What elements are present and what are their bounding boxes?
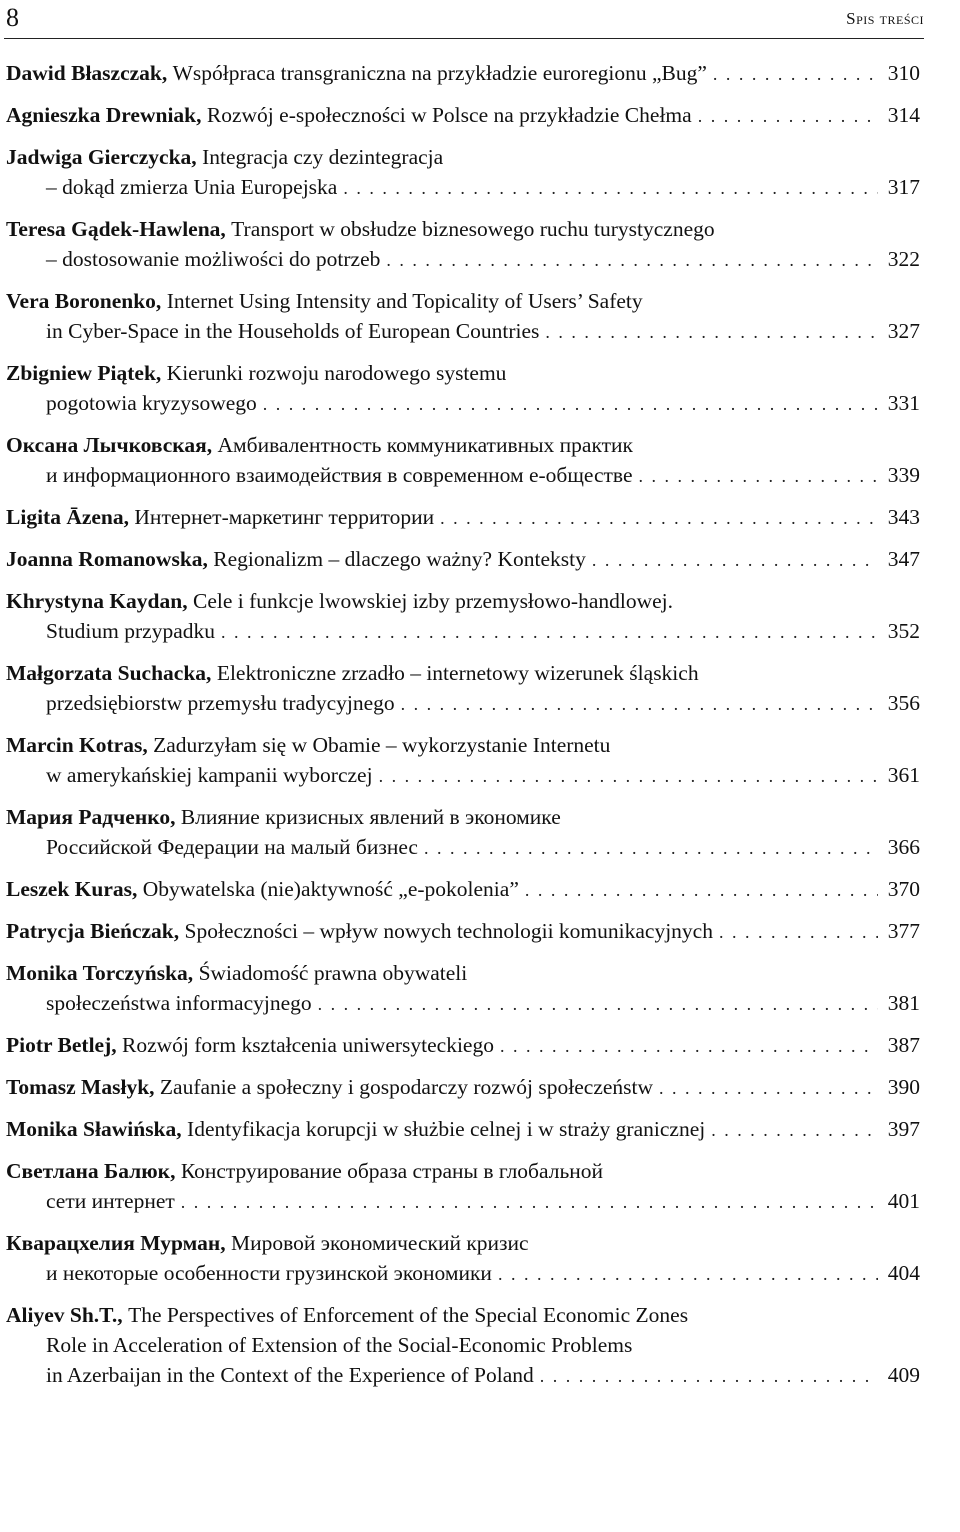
- entry-author: Zbigniew Piątek,: [6, 361, 162, 385]
- page-header: [4, 0, 924, 39]
- toc-entry-line: [6, 958, 920, 988]
- entry-author: Agnieszka Drewniak,: [6, 103, 202, 127]
- entry-title: Российской Федерации на малый бизнес: [46, 835, 418, 859]
- entry-author: Leszek Kuras,: [6, 877, 138, 901]
- entry-page-number: 310: [887, 61, 920, 85]
- toc-entry-line: [6, 832, 920, 863]
- dot-leader: [592, 545, 878, 575]
- dot-leader: [500, 1031, 878, 1061]
- toc-entry-line: [6, 244, 920, 275]
- entry-author: Monika Sławińska,: [6, 1117, 182, 1141]
- entry-page-number: 331: [887, 391, 920, 415]
- entry-page-number: 339: [887, 463, 920, 487]
- dot-leader: [424, 833, 878, 863]
- dot-leader: [719, 917, 878, 947]
- toc-entry: [6, 1072, 920, 1103]
- toc-entry-line: [6, 1114, 920, 1145]
- dot-leader: [221, 617, 878, 647]
- toc-entry-line: [6, 430, 920, 460]
- toc-entry: [6, 502, 920, 533]
- entry-page-number: 343: [887, 505, 920, 529]
- toc-entry: [6, 958, 920, 1019]
- running-head: Spis treści: [846, 9, 924, 28]
- entry-title: w amerykańskiej kampanii wyborczej: [46, 763, 373, 787]
- toc-entry: [6, 874, 920, 905]
- toc-entry-line: [6, 730, 920, 760]
- toc-entry: [6, 544, 920, 575]
- entry-title: przedsiębiorstw przemysłu tradycyjnego: [46, 691, 395, 715]
- toc-entry: [6, 286, 920, 347]
- dot-leader: [525, 875, 878, 905]
- entry-author: Tomasz Masłyk,: [6, 1075, 155, 1099]
- entry-title: Role in Acceleration of Extension of the Social-Economic Problems: [46, 1333, 633, 1357]
- entry-title: Identyfikacja korupcji w służbie celnej i w straży granicznej: [187, 1117, 706, 1141]
- entry-title: Zadurzyłam się w Obamie – wykorzystanie Internetu: [153, 733, 611, 757]
- entry-page-number: 401: [887, 1189, 920, 1213]
- toc-entry-line: [6, 802, 920, 832]
- entry-page-number: 409: [887, 1363, 920, 1387]
- entry-author: Dawid Błaszczak,: [6, 61, 168, 85]
- dot-leader: [386, 245, 878, 275]
- entry-title: – dostosowanie możliwości do potrzeb: [46, 247, 381, 271]
- entry-page-number: 361: [887, 763, 920, 787]
- entry-title: сети интернет: [46, 1189, 175, 1213]
- toc-entry: [6, 916, 920, 947]
- entry-page-number: 347: [887, 547, 920, 571]
- entry-author: Vera Boronenko,: [6, 289, 162, 313]
- toc-entry-line: [6, 214, 920, 244]
- entry-title: in Cyber-Space in the Households of European Countries: [46, 319, 540, 343]
- dot-leader: [540, 1361, 878, 1391]
- toc-entry: [6, 1114, 920, 1145]
- entry-author: Aliyev Sh.T.,: [6, 1303, 123, 1327]
- toc-entry-line: [6, 502, 920, 533]
- entry-title: Społeczności – wpływ nowych technologii komunikacyjnych: [184, 919, 713, 943]
- entry-page-number: 370: [887, 877, 920, 901]
- toc-entry-line: [6, 658, 920, 688]
- entry-title: и информационного взаимодействия в современном е-обществе: [46, 463, 633, 487]
- dot-leader: [545, 317, 878, 347]
- entry-title: Transport w obsłudze biznesowego ruchu turystycznego: [231, 217, 715, 241]
- entry-title: Конструирование образа страны в глобальной: [180, 1159, 604, 1183]
- toc-entry-line: [6, 1258, 920, 1289]
- toc-entry-line: [6, 688, 920, 719]
- table-of-contents: [6, 58, 920, 1402]
- toc-entry: [6, 430, 920, 491]
- toc-entry-line: [6, 58, 920, 89]
- dot-leader: [698, 101, 878, 131]
- entry-page-number: 366: [887, 835, 920, 859]
- entry-title: Kierunki rozwoju narodowego systemu: [166, 361, 507, 385]
- entry-title: Współpraca transgraniczna na przykładzie euroregionu „Bug”: [172, 61, 707, 85]
- entry-title: Integracja czy dezintegracja: [202, 145, 444, 169]
- entry-title: Rozwój e-społeczności w Polsce na przykładzie Chełma: [206, 103, 692, 127]
- entry-author: Patrycja Bieńczak,: [6, 919, 180, 943]
- entry-page-number: 314: [887, 103, 920, 127]
- entry-author: Marcin Kotras,: [6, 733, 148, 757]
- toc-entry-line: [6, 916, 920, 947]
- toc-entry-line: [6, 172, 920, 203]
- toc-entry-line: [6, 760, 920, 791]
- toc-entry: [6, 358, 920, 419]
- entry-author: Jadwiga Gierczycka,: [6, 145, 197, 169]
- toc-entry: [6, 730, 920, 791]
- toc-entry-line: [6, 586, 920, 616]
- toc-entry: [6, 1156, 920, 1217]
- toc-entry: [6, 586, 920, 647]
- entry-page-number: 387: [887, 1033, 920, 1057]
- entry-page-number: 322: [887, 247, 920, 271]
- entry-title: The Perspectives of Enforcement of the Special Economic Zones: [128, 1303, 689, 1327]
- entry-author: Мария Радченко,: [6, 805, 176, 829]
- dot-leader: [318, 989, 878, 1019]
- entry-page-number: 356: [887, 691, 920, 715]
- entry-title: Internet Using Intensity and Topicality of Users’ Safety: [166, 289, 643, 313]
- toc-entry-line: [6, 544, 920, 575]
- entry-author: Khrystyna Kaydan,: [6, 589, 188, 613]
- toc-entry-line: [6, 1156, 920, 1186]
- entry-page-number: 404: [887, 1261, 920, 1285]
- dot-leader: [343, 173, 878, 203]
- entry-title: Интернет-маркетинг территории: [134, 505, 435, 529]
- entry-author: Małgorzata Suchacka,: [6, 661, 212, 685]
- dot-leader: [181, 1187, 878, 1217]
- entry-title: Амбивалентность коммуникативных практик: [217, 433, 633, 457]
- entry-title: Cele i funkcje lwowskiej izby przemysłowo-handlowej.: [192, 589, 674, 613]
- entry-page-number: 327: [887, 319, 920, 343]
- toc-entry-line: [6, 100, 920, 131]
- entry-title: Obywatelska (nie)aktywność „e-pokolenia”: [142, 877, 519, 901]
- toc-entry-line: [6, 460, 920, 491]
- toc-entry: [6, 802, 920, 863]
- dot-leader: [659, 1073, 878, 1103]
- entry-page-number: 390: [887, 1075, 920, 1099]
- entry-page-number: 317: [887, 175, 920, 199]
- toc-entry-line: [6, 388, 920, 419]
- toc-entry-line: [6, 1072, 920, 1103]
- toc-entry-line: [6, 988, 920, 1019]
- toc-entry: [6, 1300, 920, 1391]
- entry-author: Teresa Gądek-Hawlena,: [6, 217, 226, 241]
- entry-title: Влияние кризисных явлений в экономике: [180, 805, 561, 829]
- entry-author: Оксана Лычковская,: [6, 433, 213, 457]
- toc-entry-line: [6, 1030, 920, 1061]
- toc-entry: [6, 100, 920, 131]
- dot-leader: [638, 461, 878, 491]
- dot-leader: [440, 503, 878, 533]
- toc-entry-line: [6, 874, 920, 905]
- toc-entry-line: [6, 1360, 920, 1391]
- entry-title: Regionalizm – dlaczego ważny? Konteksty: [213, 547, 586, 571]
- entry-title: pogotowia kryzysowego: [46, 391, 257, 415]
- entry-title: – dokąd zmierza Unia Europejska: [46, 175, 338, 199]
- toc-entry: [6, 142, 920, 203]
- entry-title: in Azerbaijan in the Context of the Experience of Poland: [46, 1363, 534, 1387]
- dot-leader: [379, 761, 878, 791]
- entry-title: Świadomość prawna obywateli: [198, 961, 468, 985]
- toc-entry-line: [6, 1300, 920, 1330]
- entry-title: и некоторые особенности грузинской экономики: [46, 1261, 492, 1285]
- dot-leader: [498, 1259, 878, 1289]
- entry-author: Monika Torczyńska,: [6, 961, 194, 985]
- toc-entry: [6, 1030, 920, 1061]
- dot-leader: [713, 59, 878, 89]
- dot-leader: [401, 689, 878, 719]
- entry-author: Ligita Āzena,: [6, 505, 130, 529]
- toc-entry: [6, 58, 920, 89]
- toc-entry-line: [6, 286, 920, 316]
- toc-entry: [6, 1228, 920, 1289]
- entry-page-number: 397: [887, 1117, 920, 1141]
- entry-author: Светлана Балюк,: [6, 1159, 176, 1183]
- toc-entry: [6, 658, 920, 719]
- entry-author: Piotr Betlej,: [6, 1033, 117, 1057]
- entry-title: Zaufanie a społeczny i gospodarczy rozwój społeczeństw: [159, 1075, 654, 1099]
- toc-entry-line: [6, 142, 920, 172]
- toc-entry-line: [6, 1330, 920, 1360]
- entry-page-number: 377: [887, 919, 920, 943]
- toc-entry-line: [6, 1186, 920, 1217]
- dot-leader: [263, 389, 878, 419]
- entry-title: Elektroniczne zrzadło – internetowy wizerunek śląskich: [216, 661, 699, 685]
- entry-author: Кварацхелия Мурман,: [6, 1231, 226, 1255]
- entry-author: Joanna Romanowska,: [6, 547, 208, 571]
- toc-entry-line: [6, 316, 920, 347]
- toc-entry-line: [6, 616, 920, 647]
- entry-page-number: 381: [887, 991, 920, 1015]
- toc-entry-line: [6, 358, 920, 388]
- toc-entry: [6, 214, 920, 275]
- dot-leader: [711, 1115, 878, 1145]
- entry-title: społeczeństwa informacyjnego: [46, 991, 312, 1015]
- entry-page-number: 352: [887, 619, 920, 643]
- entry-title: Rozwój form kształcenia uniwersyteckiego: [122, 1033, 494, 1057]
- entry-title: Мировой экономический кризис: [231, 1231, 529, 1255]
- entry-title: Studium przypadku: [46, 619, 215, 643]
- toc-entry-line: [6, 1228, 920, 1258]
- page-number: 8: [6, 3, 19, 32]
